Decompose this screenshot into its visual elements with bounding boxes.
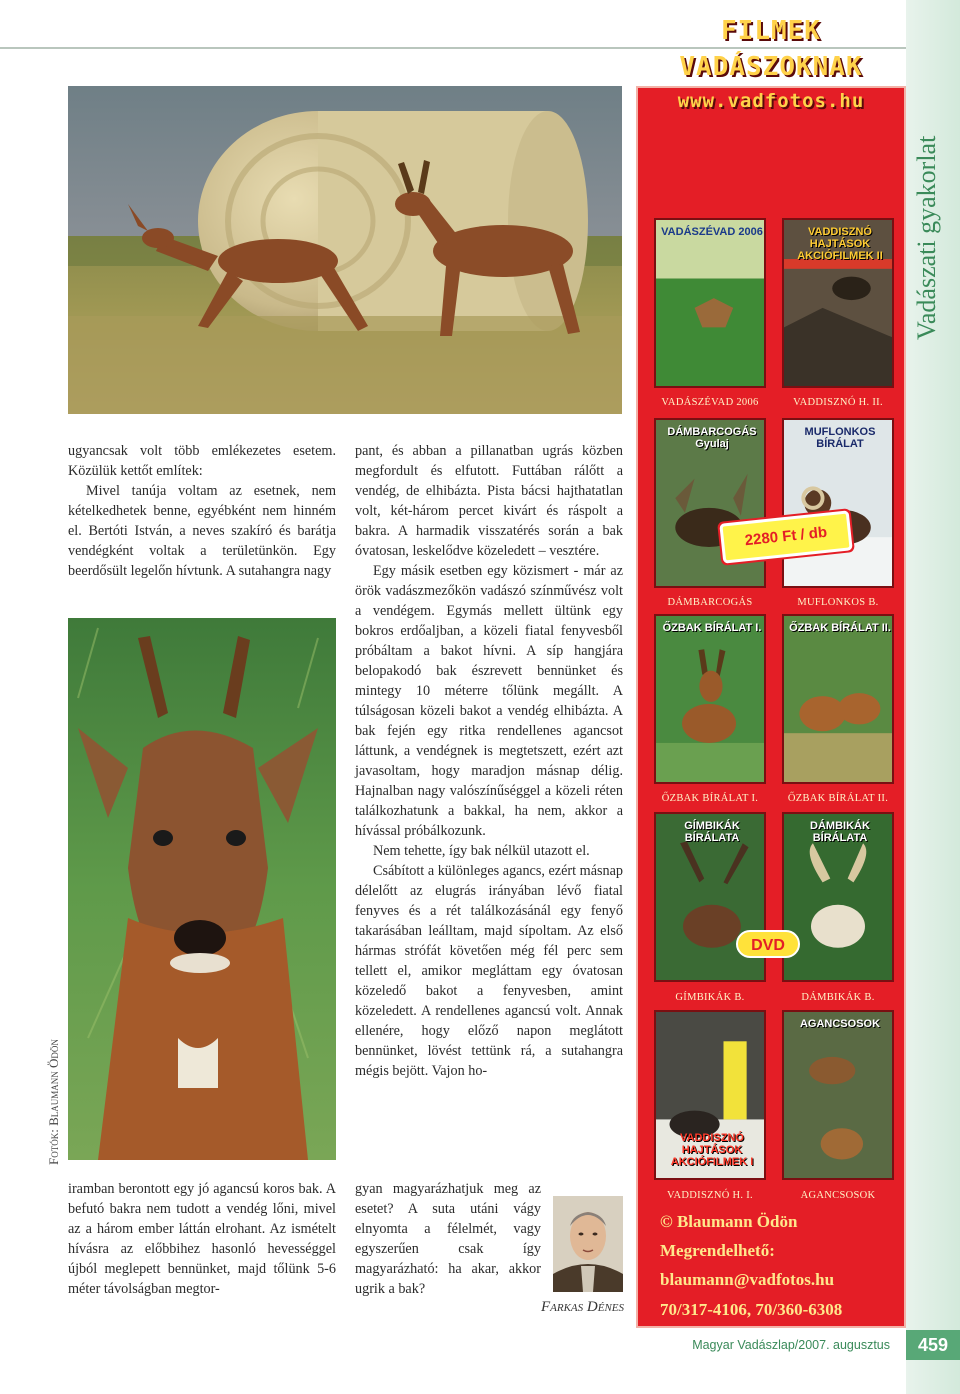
dvd-caption: VADDISZNÓ H. I. [667,1190,753,1201]
paragraph: ugyancsak volt több emlékezetes esetem. Közülük kettőt említek: [68,443,336,479]
paragraph: Egy másik esetben egy közismert - már az örök vadászmezőkön vadászó színművész volt a vendégem. Egymás mellett ültünk egy bokros erdőaljban, a közeli fiatal fenyvesből próbáltam a bakot hívni. A síp hangjára belopakodó bak észrevett bennünket és mintegy 10 méterre tőlünk megállt. A túlságosan közeli bakot a vendég elhibázta. A bak fején egy ritka rendellenes agancsot láttunk, a vendégnek is megtetszett, ezért azt javasoltam, hogy maradjon másnap délig. Hajnalban nagy valószínűséggel a közeli réten találkozhatunk a bakkal, ha nem, akkor a hívással próbálkozunk. [355,563,623,839]
ad-website-link[interactable]: www.vadfotos.hu [677,90,865,112]
photo-credit: Fotók: Blaumann Ödön [46,1039,61,1165]
article-column-left-bottom [68,1179,336,1299]
dvd-cover-title: DÁMBARCOGÁS Gyulaj [667,426,757,450]
dvd-caption: MUFLONKOS B. [797,597,879,608]
ad-headline-films: FILMEK [721,16,821,46]
photo-hay-bale-deer [68,86,622,414]
paragraph: gyan magyarázhatjuk meg az esetet? A suta utáni vágy elnyomta a félelmét, vagy egyszerűen csak így magyarázható: ha akar, akkor ugrik a bak? [355,1181,541,1297]
ad-copyright: © Blaumann Ödön [660,1212,798,1231]
dvd-cover-agancsosok[interactable] [782,1010,894,1180]
dvd-cover-title: ŐZBAK BÍRÁLAT I. [662,622,762,634]
dvd-caption: DÁMBARCOGÁS [667,597,753,608]
article-column-middle [355,441,623,1081]
photo-roebuck-portrait [68,618,336,1160]
dvd-cover-title: GÍMBIKÁK BÍRÁLATA [684,820,740,844]
dvd-caption: VADÁSZÉVAD 2006 [661,397,759,408]
dvd-badge: DVD [736,930,800,958]
dvd-cover-dambikak[interactable] [782,812,894,982]
dvd-cover-title: VADÁSZÉVAD 2006 [661,226,763,238]
top-rule [0,47,906,49]
page-number: 459 [906,1330,960,1360]
dvd-cover-dambarcogas[interactable] [654,418,766,588]
ad-headline-hunters: VADÁSZOKNAK [679,52,863,82]
dvd-cover-title: ŐZBAK BÍRÁLAT II. [789,622,891,634]
dvd-cover-vadaszevad[interactable] [654,218,766,388]
price-badge: 2280 Ft / db [723,514,850,561]
dvd-cover-vaddiszno-1[interactable] [654,1010,766,1180]
article-author: Farkas Dénes [540,1299,624,1315]
dvd-cover-vaddiszno-2[interactable] [782,218,894,388]
section-title: Vadászati gyakorlat [912,135,941,340]
dvd-cover-ozbak-1[interactable] [654,614,766,784]
article-column-left-top [68,441,336,581]
dvd-caption: VADDISZNÓ H. II. [793,397,883,408]
paragraph: Nem tehette, így bak nélkül utazott el. [373,843,590,859]
photo-author-portrait [553,1196,623,1292]
dvd-caption: ŐZBAK BÍRÁLAT I. [661,793,759,804]
dvd-caption: GÍMBIKÁK B. [675,992,745,1003]
paragraph: Csábított a különleges agancs, ezért másnap délelőtt az elugrás irányában lévő fiatal fenyves és a rét találkozásánál egy fenyő takarásában leálltam, majd sípoltam. Az első hármas strófát követően még fél perc sem tellett el, amikor megláttam egy óvatosan közeledő bakot a fenyvesben, amint közeledett. A rendellenes agancsú volt. Annak ellenére, hogy előző napon meglátott bennünket, lövést tettünk rá, a sutahangra mégis bejött. Vajon ho- [355,863,623,1079]
ad-order-label: Megrendelhető: [660,1241,775,1260]
dvd-cover-ozbak-2[interactable] [782,614,894,784]
dvd-cover-title: VADDISZNÓ HAJTÁSOK AKCIÓFILMEK II [797,226,883,262]
dvd-caption: DÁMBIKÁK B. [801,992,875,1003]
magazine-footer: Magyar Vadászlap/2007. augusztus [692,1338,890,1352]
ad-phone-numbers: 70/317-4106, 70/360-6308 [660,1300,843,1319]
dvd-cover-title: MUFLONKOS BÍRÁLAT [804,426,876,450]
ad-email-link[interactable]: blaumann@vadfotos.hu [660,1270,835,1289]
paragraph: pant, és abban a pillanatban ugrás közben megfordult és elfutott. Futtában rálőtt a vendég, de elhibázta. Pista bácsi hajthatatlan volt, két-három percet kivárt és ráspolt a bakra. A harmadik visszatérés során a bak óvatosan, leskelődve közeledett – vesztére. [355,443,623,559]
dvd-cover-muflonkos[interactable] [782,418,894,588]
dvd-cover-title: VADDISZNÓ HAJTÁSOK AKCIÓFILMEK I [670,1132,754,1168]
dvd-cover-title: DÁMBIKÁK BÍRÁLATA [810,820,870,844]
dvd-caption: AGANCSOSOK [800,1190,876,1201]
article-column-middle-end [355,1179,541,1299]
paragraph: Mivel tanúja voltam az esetnek, nem kételkedhetek benne, egyébként nem hinném el. Bertóti István, a neves szakíró és barátja vendégként voltak a területünkön. Egy beerdősült legelőn hívtunk. A sutahangra nagy [68,483,336,579]
dvd-caption: ŐZBAK BÍRÁLAT II. [787,793,889,804]
dvd-cover-title: AGANCSOSOK [799,1018,881,1030]
paragraph: iramban berontott egy jó agancsú koros bak. A befutó bakra nem tudott a vendég lőni, mivel az a három ember láttán elrohant. Az ismételt hívásra az előbbihez hasonló hevességgel újból meglepett bennünket, majd tőlünk 5-6 méter távolságban megtor- [68,1181,336,1297]
